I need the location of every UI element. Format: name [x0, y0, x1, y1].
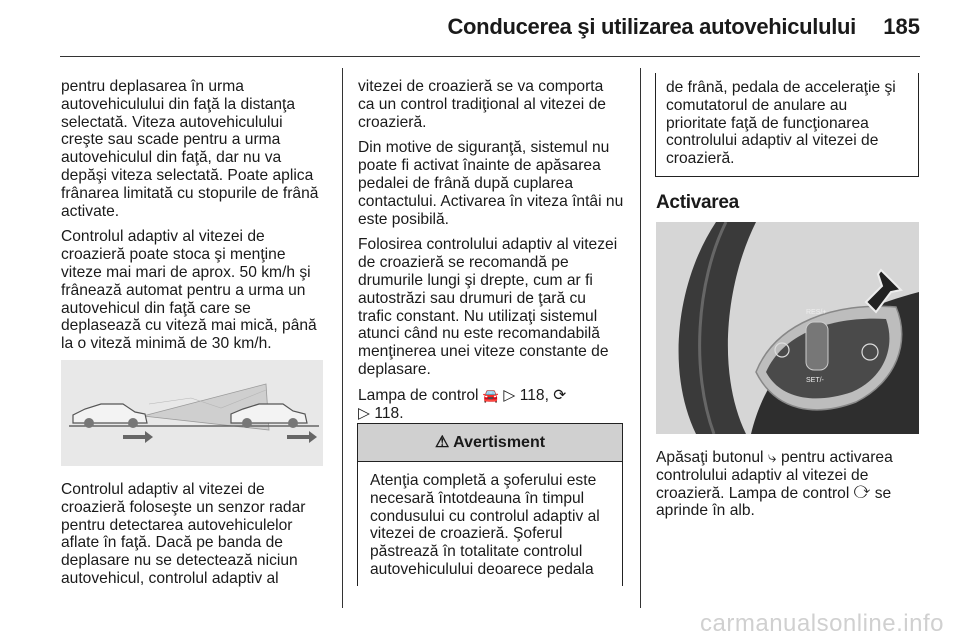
reference-arrow-icon: ▷: [358, 404, 370, 422]
paragraph: [656, 449, 922, 520]
paragraph: Controlul adaptiv al vitezei de croazieră foloseşte un senzor radar pentru detectarea autovehiculelor aflate în faţă. Dacă pe banda de deplasare nu se detectează niciun autovehicul, controlul adaptiv al: [61, 481, 306, 587]
column-divider-1: [342, 68, 343, 608]
activation-text-start: Apăsaţi butonul: [656, 449, 764, 466]
page-ref: 118.: [374, 404, 404, 422]
lamp-reference: [358, 387, 624, 423]
activation-text-end: se aprinde în alb.: [656, 484, 892, 520]
paragraph: Controlul adaptiv al vitezei de croazieră poate stoca şi menţine viteze mai mari de aprox. 50 km/h şi frânează automat pentru a urma un autovehicul din faţă care se deplasează cu viteză mai mică, până la o viteză minimă de 30 km/h.: [61, 228, 317, 353]
res-button-label: RES/+: [806, 309, 827, 316]
reference-arrow-icon: ▷: [503, 386, 516, 404]
warning-icon: ⚠: [434, 434, 450, 451]
warning-box: [357, 423, 623, 586]
direction-arrow-icon: [287, 431, 317, 443]
steering-wheel-photo: [656, 222, 919, 434]
page-header: [0, 0, 960, 56]
warning-title: Avertisment: [453, 434, 546, 451]
section-title: Activarea: [656, 192, 739, 213]
page-ref: 118,: [519, 386, 549, 404]
paragraph: Din motive de siguranţă, sistemul nu poate fi activat înainte de apăsarea pedalei de frână după cuplarea contactului. Activarea în viteza întâi nu este posibilă.: [358, 139, 624, 228]
column-1: [61, 78, 327, 361]
paragraph: vitezei de croazieră se va comporta ca un control tradiţional al vitezei de croazieră.: [358, 78, 606, 131]
column-1-bottom: [61, 481, 327, 596]
watermark: carmanualsonline.info: [700, 610, 944, 637]
cruise-speedometer-icon: ⟳: [853, 484, 871, 502]
column-2: [358, 78, 624, 430]
thumbwheel-icon: [806, 322, 828, 370]
radar-illustration: [61, 360, 323, 466]
warning-text: de frână, pedala de acceleraţie şi comutatorul de anulare au prioritate faţă de funcţionarea controlului adaptiv al vitezei de croazieră.: [666, 79, 896, 168]
paragraph: pentru deplasarea în urma autovehiculului din faţă la distanţa selectată. Viteza autovehiculului creşte sau scade pentru a urma autovehiculul din faţă, dar nu va depăşi viteza selectată. Poate aplica frânarea limitată cu stopurile de frână activate.: [61, 78, 319, 220]
paragraph: Folosirea controlului adaptiv al vitezei de croazieră se recomandă pe drumurile lungi şi drepte, cum ar fi autostrăzi sau drumuri de ţară cu trafic constant. Nu utilizaţi sistemul atunci când nu este recomandabilă menţinerea unei viteze constante de deplasare.: [358, 236, 618, 378]
header-title: Conducerea şi utilizarea autovehiculului: [447, 14, 856, 39]
activation-text-middle: pentru activarea controlului adaptiv al vitezei de croazieră. Lampa de control: [656, 449, 893, 502]
radar-diagram: [61, 360, 323, 466]
warning-text: Atenţia completă a şoferului este necesară întotdeauna în timpul condusului cu controlul adaptiv al vitezei de croazieră. Şoferul păstrează în totalitate controlul autovehiculului deoarece pedala: [370, 472, 600, 578]
cruise-speedometer-icon: ⟳: [553, 386, 567, 404]
column-divider-2: [640, 68, 641, 608]
header-rule: [60, 56, 920, 57]
car-front-icon: 🚘: [482, 387, 500, 403]
cruise-button-icon: ⤷: [767, 449, 777, 466]
steering-wheel-image: [656, 222, 919, 434]
column-3-bottom: [656, 449, 922, 528]
warning-header: [358, 424, 622, 462]
page-number: 185: [883, 14, 920, 39]
car-rear-icon: [73, 404, 147, 428]
lamp-label: Lampa de control: [358, 386, 479, 404]
direction-arrow-icon: [123, 431, 153, 443]
set-button-label: SET/-: [806, 377, 824, 384]
warning-box-continued: [655, 73, 919, 177]
